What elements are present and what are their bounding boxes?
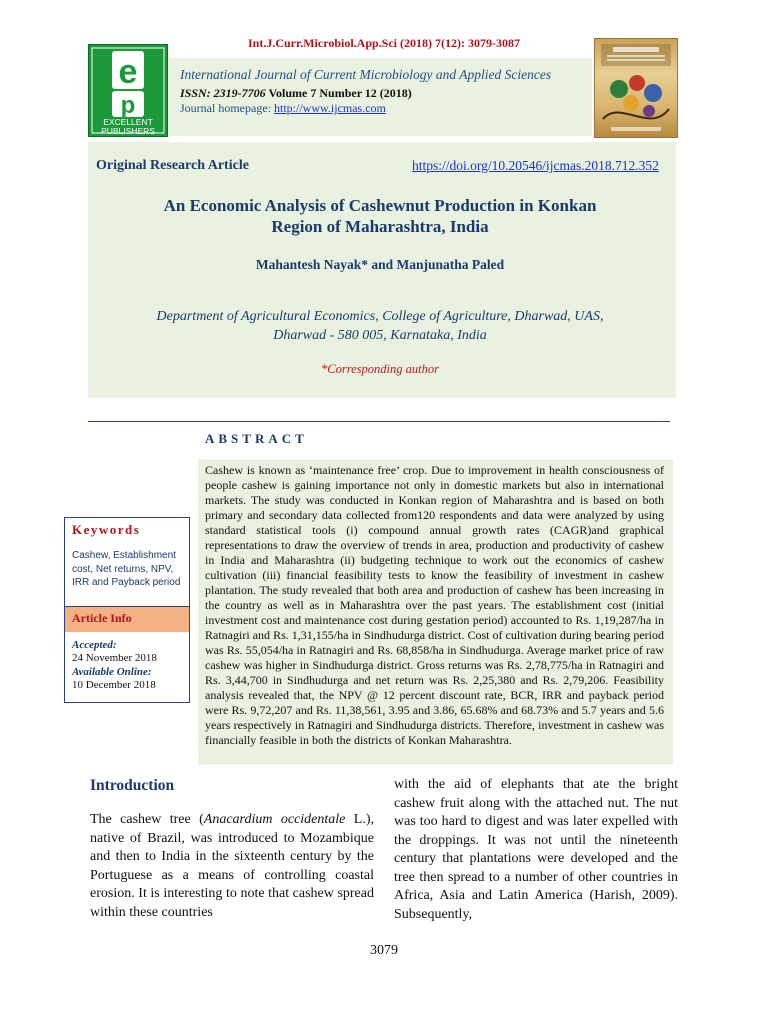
abstract-text: Cashew is known as ‘maintenance free’ crop. Due to improvement in health consciousness of people cashew is gaining importance not only in domestic markets but also in international markets. The study was conducted in Konkan region of Maharashtra and is based on both primary and secondary data collected from120 respondents and data were analyzed by using standard statistical tools (i) compound annual growth rates (CAGR)and graphical representations to draw the overview of trends in area, production and productivity of cashew in India and Maharashtra (ii) budgeting technique to work out the economics of cashew cultivation (iii) financial feasibility tests to know the feasibility of investment in cashew plantation. The study revealed that both area and production of cashew has been increasing in the country as well as in Maharashtra over the past years. The establishment cost (initial investment cost and maintenance cost during gestation period) accounted to Rs. 1,19,287/ha in Ratnagiri and Rs. 1,31,155/ha in Sindhudurga district. Cost of cultivation during bearing period was Rs. 55,054/ha in Ratnagiri and Rs. 68,858/ha in Sindhudurga. Average market price of raw cashew was higher in Sindhudurga district. Gross returns was Rs. 2,78,775/ha in Ratnagiri and Rs. 3,44,700 in Sindhudurga and net return was Rs. 2,25,380 and Rs. 2,79,206. Feasibility analysis revealed that, the NPV @ 12 percent discount rate, BCR, IRR and payback period were Rs. 9,72,207 and Rs. 11,38,561, 3.95 and 3.86, 65.68% and 68.73% and 5.7 years and 5.6 years respectively in Ratnagiri and Sindhudurga districts. Therefore, investment in cashew was financially feasible in both the districts of Konkan Maharashtra. [205, 463, 664, 747]
species-name: Anacardium occidentale [203, 812, 346, 827]
article-type: Original Research Article [96, 158, 249, 173]
journal-issn-volume [180, 86, 412, 101]
introduction-column-left [90, 811, 374, 922]
homepage-link[interactable]: http://www.ijcmas.com [273, 101, 386, 115]
keywords-heading: Keywords [72, 522, 141, 537]
title-line-2: Region of Maharashtra, India [271, 217, 489, 236]
introduction-heading: Introduction [90, 777, 175, 794]
intro-paragraph-left [90, 811, 374, 922]
keywords-list: Cashew, Establishment cost, Net returns, NPV, IRR and Payback period [72, 550, 181, 588]
journal-homepage [180, 101, 386, 116]
article-title [100, 195, 660, 237]
doi-link[interactable]: https://doi.org/10.20546/ijcmas.2018.712.352 [412, 158, 659, 173]
affiliation [100, 307, 660, 345]
authors: Mahantesh Nayak* and Manjunatha Paled [255, 257, 505, 272]
journal-citation: Int.J.Curr.Microbiol.App.Sci (2018) 7(12): 3079-3087 [248, 36, 520, 50]
accepted-label: Accepted: [72, 639, 117, 651]
intro-paragraph-right: with the aid of elephants that ate the bright cashew fruit along with the attached nut. The nut was too hard to digest and was later expelled with the droppings. It was not until the nineteenth century that plantations were developed and the tree then spread to a number of other countries in Africa, Asia and Latin America (Harish, 2009). Subsequently, [394, 777, 678, 922]
accepted-date: 24 November 2018 [72, 652, 157, 664]
logo-text-publishers: PUBLISHERS [101, 126, 155, 136]
svg-text:p: p [120, 92, 136, 119]
online-label: Available Online: [72, 666, 152, 678]
page-number: 3079 [370, 943, 398, 958]
corresponding-author: *Corresponding author [321, 362, 439, 376]
section-divider [88, 421, 670, 422]
affiliation-line-1: Department of Agricultural Economics, College of Agriculture, Dharwad, UAS, [156, 309, 604, 324]
logo-text-excellent: EXCELLENT [103, 117, 153, 127]
journal-name: International Journal of Current Microbiology and Applied Sciences [180, 67, 552, 82]
abstract-heading: ABSTRACT [205, 431, 308, 446]
article-info-heading: Article Info [72, 611, 132, 625]
introduction-column-right [394, 776, 678, 924]
publisher-logo-icon [88, 44, 168, 137]
homepage-label: Journal homepage: [180, 101, 274, 115]
online-date: 10 December 2018 [72, 679, 156, 691]
issn: ISSN: 2319-7706 [180, 86, 266, 100]
volume-number: Volume 7 Number 12 (2018) [265, 86, 412, 100]
title-line-1: An Economic Analysis of Cashewnut Production in Konkan [163, 196, 597, 215]
intro-text-pre: The cashew tree ( [90, 812, 204, 827]
affiliation-line-2: Dharwad - 580 005, Karnataka, India [273, 328, 487, 343]
intro-text-post: L.), native of Brazil, was introduced to Mozambique and then to India in the sixteenth century by the Portuguese as a means of controlling coastal erosion. It is interesting to note that cashew spread within these countries [90, 812, 374, 920]
journal-cover-icon [594, 38, 678, 138]
svg-text:e: e [118, 53, 138, 91]
